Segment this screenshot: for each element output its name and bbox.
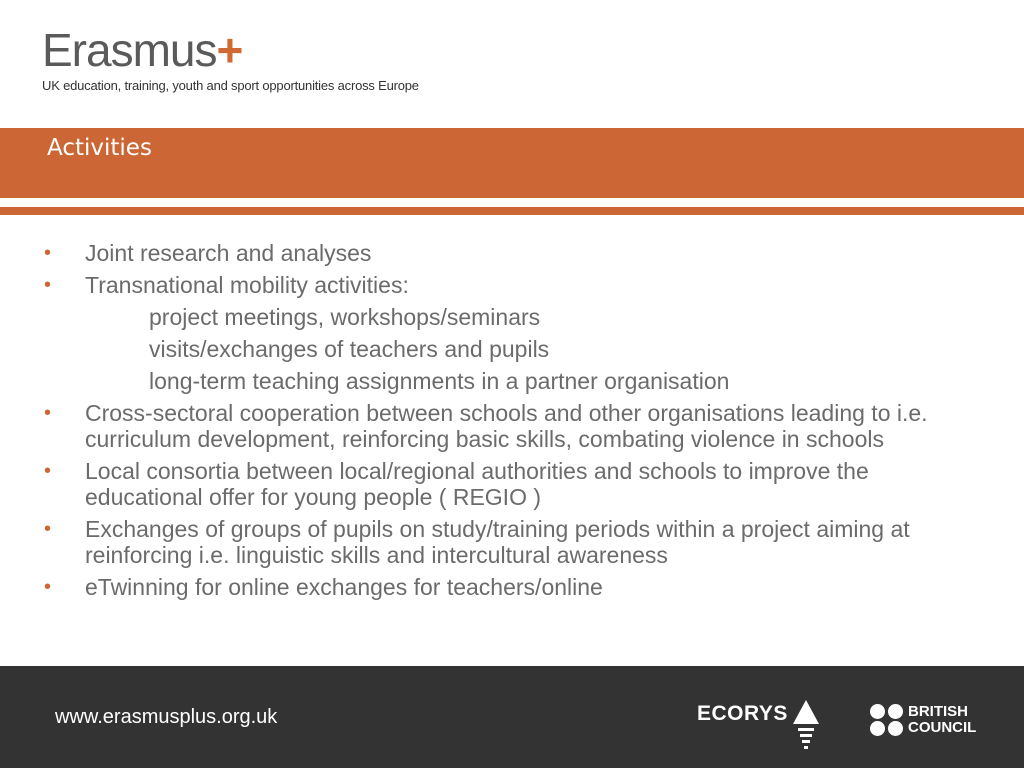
footer (0, 666, 1024, 768)
bullet-marker: • (44, 242, 52, 264)
ecorys-wordmark: ECORYS (697, 702, 788, 725)
bullet-marker: • (44, 274, 52, 296)
ecorys-logo (697, 702, 820, 750)
bullet-list (44, 240, 984, 606)
ecorys-sail-icon (792, 700, 820, 750)
brand-plus: + (216, 24, 243, 76)
bullet-item (44, 458, 984, 510)
bullet-text: eTwinning for online exchanges for teachers/online (85, 574, 603, 600)
title-band (0, 128, 1024, 198)
bullet-marker: • (44, 460, 52, 482)
sub-item: project meetings, workshops/seminars (149, 304, 541, 330)
bullet-text: Transnational mobility activities: (85, 272, 409, 298)
bullet-marker: • (44, 576, 52, 598)
website-link[interactable]: www.erasmusplus.org.uk (55, 706, 278, 728)
slide-title: Activities (47, 135, 152, 161)
bullet-item (44, 272, 984, 298)
british-council-wordmark (908, 704, 976, 736)
british-council-line-2: COUNCIL (908, 719, 977, 736)
bullet-item (44, 574, 984, 600)
bullet-marker: • (44, 402, 52, 424)
bullet-item (44, 240, 984, 266)
erasmus-logo (42, 26, 419, 93)
bullet-item (44, 400, 984, 452)
british-council-dots-icon (870, 704, 904, 736)
bullet-text: Exchanges of groups of pupils on study/training periods within a project aiming at reinforcing i.e. linguistic skills and intercultural awareness (85, 516, 910, 568)
bullet-text: Cross-sectoral cooperation between schools and other organisations leading to i.e. curriculum development, reinforcing basic skills, combating violence in schools (85, 400, 928, 452)
brand-tagline: UK education, training, youth and sport opportunities across Europe (42, 78, 419, 93)
brand-name: Erasmus+ (42, 24, 243, 76)
sub-item: visits/exchanges of teachers and pupils (149, 336, 550, 362)
bullet-text: Joint research and analyses (85, 240, 372, 266)
british-council-logo (870, 704, 976, 736)
sub-item: long-term teaching assignments in a partner organisation (149, 368, 730, 394)
british-council-line-1: BRITISH (908, 703, 968, 720)
bullet-text: Local consortia between local/regional authorities and schools to improve the educational offer for young people ( REGIO ) (85, 458, 869, 510)
bullet-marker: • (44, 518, 52, 540)
title-divider (0, 207, 1024, 215)
bullet-item (44, 516, 984, 568)
